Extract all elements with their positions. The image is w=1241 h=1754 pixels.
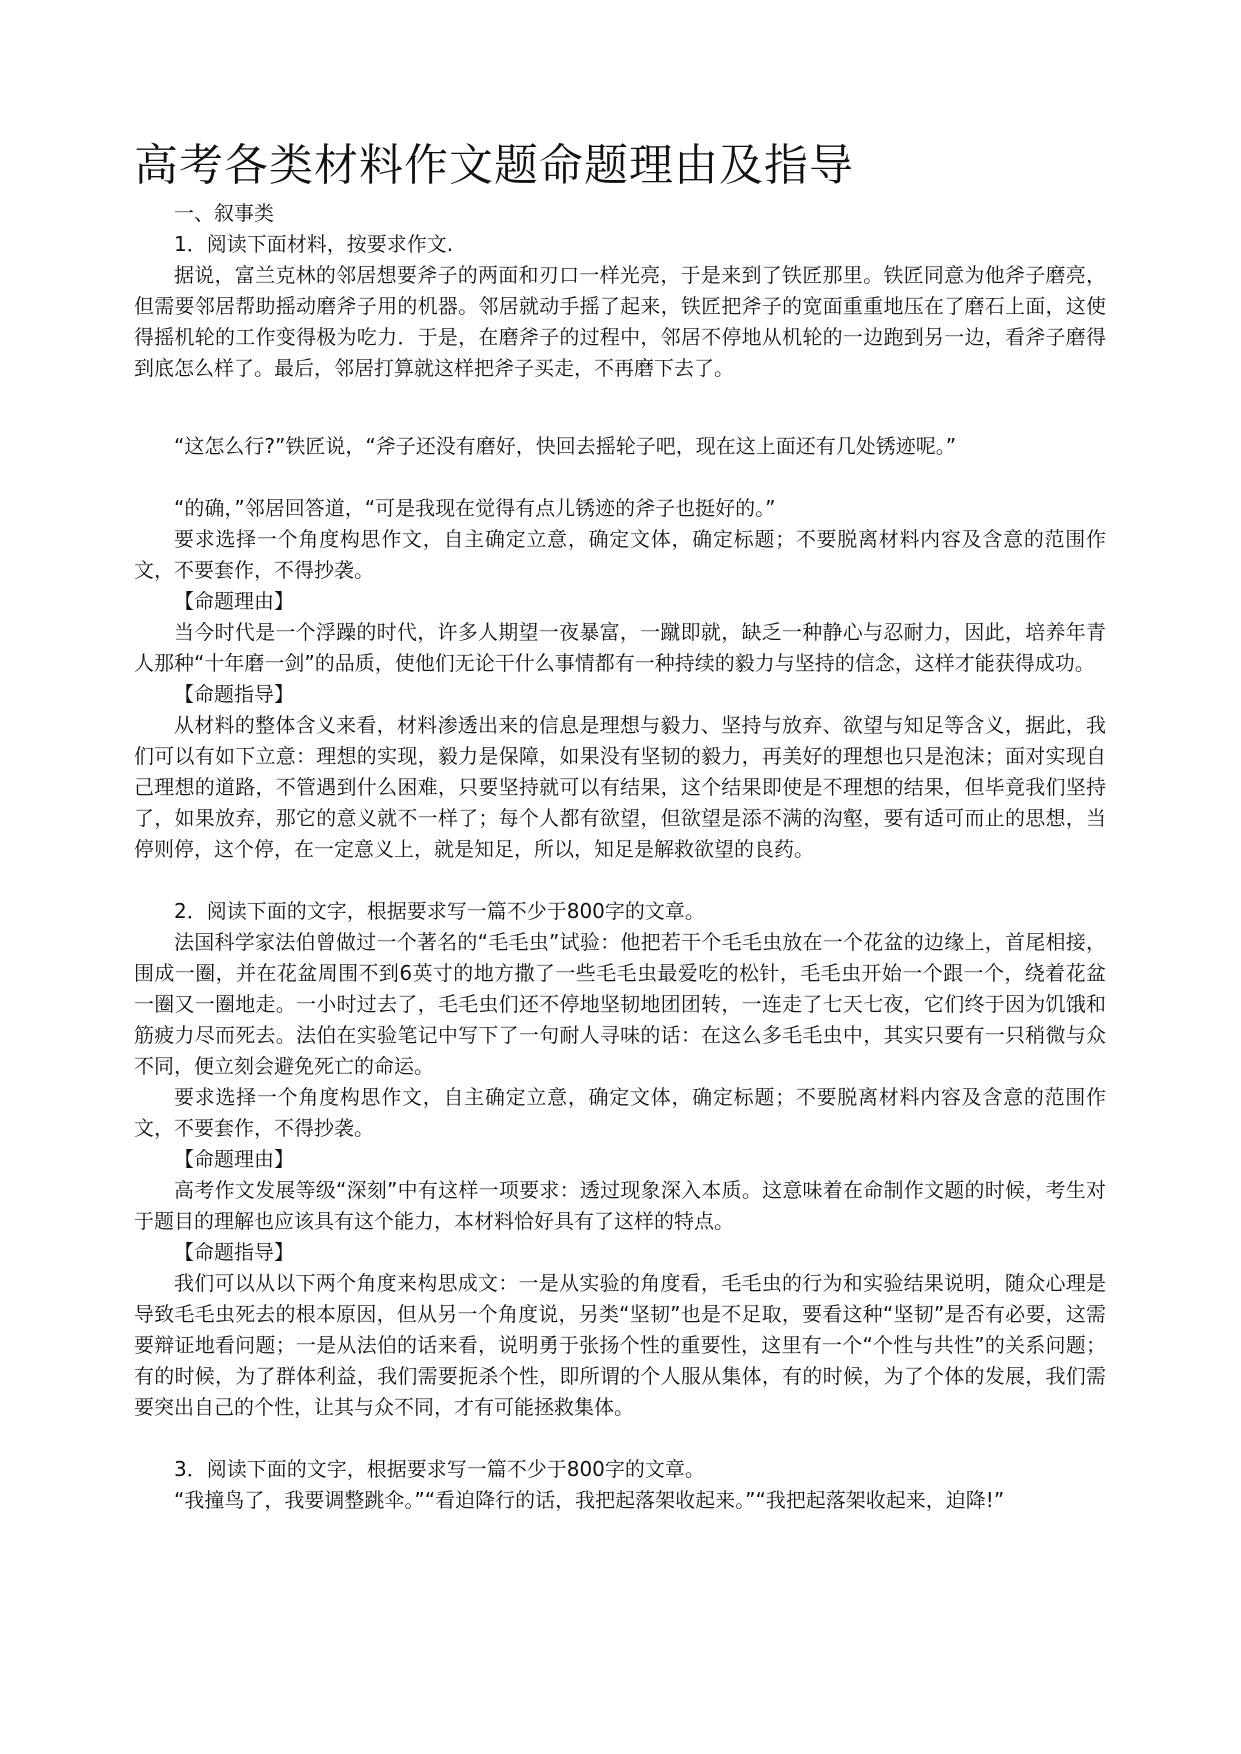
question-2-guide-heading: 【命题指导】 — [174, 1240, 294, 1264]
question-2-material: 法国科学家法伯曾做过一个著名的“毛毛虫”试验：他把若干个毛毛虫放在一个花盆的边缘上，首尾相接，围成一圈，并在花盆周围不到6英寸的地方撒了一些毛毛虫最爱吃的松针，毛毛虫开始一个跟一个，绕着花盆一圈又一圈地走。一小时过去了，毛毛虫们还不停地坚韧地团团转，一连走了七天七夜，它们终于因为饥饿和筋疲力尽而死去。法伯在实验笔记中写下了一句耐人寻味的话：在这么多毛毛虫中，其实只要有一只稍微与众不同，便立刻会避免死亡的命运。 — [134, 930, 1106, 1078]
question-2-prompt: 2．阅读下面的文字，根据要求写一篇不少于800字的文章。 — [174, 899, 705, 923]
question-1-material: 据说，富兰克林的邻居想要斧子的两面和刃口一样光亮，于是来到了铁匠那里。铁匠同意为他斧子磨亮，但需要邻居帮助摇动磨斧子用的机器。邻居就动手摇了起来，铁匠把斧子的宽面重重地压在了磨石上面，这使得摇机轮的工作变得极为吃力．于是，在磨斧子的过程中，邻居不停地从机轮的一边跑到另一边，看斧子磨得到底怎么样了。最后，邻居打算就这样把斧子买走，不再磨下去了。 — [134, 263, 1106, 380]
question-3-prompt: 3．阅读下面的文字，根据要求写一篇不少于800字的文章。 — [174, 1457, 705, 1481]
question-1-prompt: 1．阅读下面材料，按要求作文. — [174, 232, 454, 256]
question-1-guide-heading: 【命题指导】 — [174, 682, 294, 706]
question-1-guide: 从材料的整体含义来看，材料渗透出来的信息是理想与毅力、坚持与放弃、欲望与知足等含义，据此，我们可以有如下立意：理想的实现，毅力是保障，如果没有坚韧的毅力，再美好的理想也只是泡沫；面对实现自己理想的道路，不管遇到什么困难，只要坚持就可以有结果，这个结果即使是不理想的结果，但毕竟我们坚持了，如果放弃，那它的意义就不一样了；每个人都有欲望，但欲望是添不满的沟壑，要有适可而止的思想，当停则停，这个停，在一定意义上，就是知足，所以，知足是解救欲望的良药。 — [134, 713, 1106, 861]
question-1-reason-heading: 【命题理由】 — [174, 589, 294, 613]
question-1-quote-1: “这怎么行?”铁匠说，“斧子还没有磨好，快回去摇轮子吧，现在这上面还有几处锈迹呢。” — [174, 434, 957, 458]
question-3-material: “我撞鸟了，我要调整跳伞。”“看迫降行的话，我把起落架收起来。”“我把起落架收起来，迫降!” — [174, 1488, 1005, 1512]
question-2-requirement: 要求选择一个角度构思作文，自主确定立意，确定文体，确定标题；不要脱离材料内容及含意的范围作文，不要套作，不得抄袭。 — [134, 1085, 1106, 1140]
question-1-requirement: 要求选择一个角度构思作文，自主确定立意，确定文体，确定标题；不要脱离材料内容及含意的范围作文，不要套作，不得抄袭。 — [134, 527, 1106, 582]
question-1-quote-2: “的确，”邻居回答道，“可是我现在觉得有点儿锈迹的斧子也挺好的。” — [174, 496, 776, 520]
document-title: 高考各类材料作文题命题理由及指导 — [134, 140, 854, 191]
question-2-reason-heading: 【命题理由】 — [174, 1147, 294, 1171]
question-2-reason: 高考作文发展等级“深刻”中有这样一项要求：透过现象深入本质。这意味着在命制作文题的时候，考生对于题目的理解也应该具有这个能力，本材料恰好具有了这样的特点。 — [134, 1178, 1106, 1233]
section-heading: 一、叙事类 — [174, 201, 274, 225]
question-2-guide: 我们可以从以下两个角度来构思成文：一是从实验的角度看，毛毛虫的行为和实验结果说明，随众心理是导致毛毛虫死去的根本原因，但从另一个角度说，另类“坚韧”也是不足取，要看这种“坚韧”是否有必要，这需要辩证地看问题；一是从法伯的话来看，说明勇于张扬个性的重要性，这里有一个“个性与共性”的关系问题；有的时候，为了群体利益，我们需要扼杀个性，即所谓的个人服从集体，有的时候，为了个体的发展，我们需要突出自己的个性，让其与众不同，才有可能拯救集体。 — [134, 1271, 1106, 1419]
document-page — [134, 138, 1106, 1516]
question-1-reason: 当今时代是一个浮躁的时代，许多人期望一夜暴富，一蹴即就，缺乏一种静心与忍耐力，因此，培养年青人那种“十年磨一剑”的品质，使他们无论干什么事情都有一种持续的毅力与坚持的信念，这样才能获得成功。 — [134, 620, 1106, 675]
